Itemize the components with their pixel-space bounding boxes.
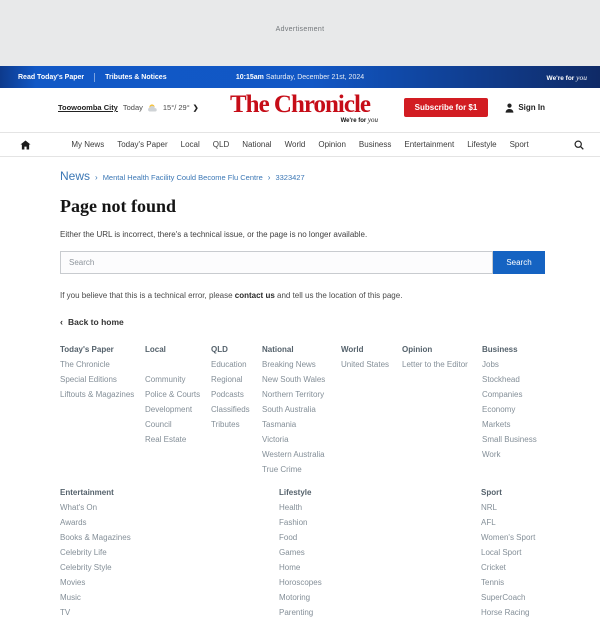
footer-row-1	[60, 342, 600, 477]
footer-link[interactable]: Education	[211, 360, 247, 369]
search-input[interactable]	[60, 251, 493, 274]
footer-link[interactable]: Economy	[482, 405, 516, 414]
breadcrumb-article[interactable]: Mental Health Facility Could Become Flu Centre	[102, 173, 263, 182]
footer-link-spacer	[145, 357, 211, 372]
footer-link[interactable]: Cricket	[481, 563, 506, 572]
error-message: Either the URL is incorrect, there's a technical issue, or the page is no longer available.	[60, 230, 368, 239]
tributes-notices-link[interactable]: Tributes & Notices	[105, 73, 167, 81]
breadcrumb-separator: ›	[267, 173, 271, 182]
main-navigation	[0, 132, 600, 157]
footer-link[interactable]: Games	[279, 548, 305, 557]
masthead-title[interactable]: The Chronicle	[229, 91, 370, 118]
back-to-home-link[interactable]: ‹ Back to home	[60, 317, 124, 327]
footer-link[interactable]: Horoscopes	[279, 578, 322, 587]
footer-link[interactable]: Home	[279, 563, 301, 572]
footer-column-title-sport: Sport	[481, 488, 502, 497]
date-text: Saturday, December 21st, 2024	[263, 73, 365, 81]
chevron-left-icon: ‹	[60, 317, 63, 327]
footer-column-title-local: Local	[145, 345, 166, 354]
footer-link[interactable]: Classifieds	[211, 405, 250, 414]
footer-link[interactable]: Real Estate	[145, 435, 187, 444]
subscribe-button[interactable]: Subscribe for $1	[404, 98, 489, 117]
top-utility-bar	[0, 66, 600, 88]
footer-column-title-world: World	[341, 345, 364, 354]
footer-link[interactable]: Markets	[482, 420, 511, 429]
search-button[interactable]: Search	[493, 251, 545, 274]
footer-link[interactable]: Celebrity Style	[60, 563, 112, 572]
footer-column-title-today-s-paper: Today's Paper	[60, 345, 114, 354]
footer-link[interactable]: Women's Sport	[481, 533, 536, 542]
footer-column-title-qld: QLD	[211, 345, 228, 354]
footer-link[interactable]: Special Editions	[60, 375, 117, 384]
footer-link[interactable]: Movies	[60, 578, 86, 587]
footer-link[interactable]: True Crime	[262, 465, 302, 474]
nav-item-lifestyle[interactable]: Lifestyle	[467, 140, 497, 149]
footer-link[interactable]: Regional	[211, 375, 243, 384]
footer-link[interactable]: Work	[482, 450, 501, 459]
footer-link[interactable]: Horse Racing	[481, 608, 530, 617]
footer-link[interactable]: Council	[145, 420, 172, 429]
footer-link[interactable]: Stockhead	[482, 375, 520, 384]
chevron-right-icon: ❯	[192, 104, 199, 112]
nav-item-qld[interactable]: QLD	[212, 140, 230, 149]
footer-link[interactable]: Tributes	[211, 420, 240, 429]
footer-link[interactable]: Liftouts & Magazines	[60, 390, 135, 399]
time-text: 10:15am	[235, 73, 264, 81]
footer-link[interactable]: Local Sport	[481, 548, 522, 557]
search-icon[interactable]	[574, 140, 584, 150]
footer-link[interactable]: Breaking News	[262, 360, 316, 369]
weather-location[interactable]: Toowoomba City	[58, 103, 118, 112]
technical-error-note: If you believe that this is a technical error, please contact us and tell us the location of this page.	[60, 291, 403, 300]
nav-item-local[interactable]: Local	[180, 140, 200, 149]
footer-link[interactable]: Victoria	[262, 435, 289, 444]
advertisement-area	[0, 0, 600, 66]
footer-link[interactable]: Awards	[60, 518, 87, 527]
footer-column-title-opinion: Opinion	[402, 345, 433, 354]
footer-row-2	[60, 485, 600, 620]
footer-link[interactable]: Community	[145, 375, 186, 384]
were-for-you-tagline: We're for you	[546, 72, 587, 82]
nav-item-todays-paper[interactable]: Today's Paper	[117, 140, 168, 149]
footer-link[interactable]: SuperCoach	[481, 593, 526, 602]
breadcrumb	[60, 169, 545, 183]
footer-link[interactable]: Books & Magazines	[60, 533, 131, 542]
sign-in-button[interactable]	[505, 103, 545, 113]
nav-item-business[interactable]: Business	[358, 140, 392, 149]
footer-column-title-entertainment: Entertainment	[60, 488, 114, 497]
logo-tagline: We're for you	[340, 116, 378, 124]
footer-link[interactable]: TV	[60, 608, 71, 617]
footer-link[interactable]: Celebrity Life	[60, 548, 107, 557]
footer-link[interactable]: Parenting	[279, 608, 314, 617]
footer-link[interactable]: United States	[341, 360, 390, 369]
datetime-display	[0, 74, 600, 81]
footer-link[interactable]: Northern Territory	[262, 390, 325, 399]
footer-link[interactable]: Tennis	[481, 578, 505, 587]
nav-item-opinion[interactable]: Opinion	[318, 140, 346, 149]
breadcrumb-separator: ›	[95, 173, 98, 182]
nav-item-my-news[interactable]: My News	[71, 140, 105, 149]
page-title: Page not found	[60, 196, 177, 216]
footer-link[interactable]: Jobs	[482, 360, 499, 369]
home-icon[interactable]	[20, 140, 31, 150]
footer-sitemap	[0, 342, 600, 620]
footer-column-title-national: National	[262, 345, 294, 354]
nav-item-national[interactable]: National	[242, 140, 272, 149]
nav-item-world[interactable]: World	[284, 140, 306, 149]
footer-link[interactable]: AFL	[481, 518, 496, 527]
sign-in-label: Sign In	[518, 103, 545, 112]
footer-link[interactable]: Food	[279, 533, 298, 542]
footer-link[interactable]: What's On	[60, 503, 98, 512]
footer-link[interactable]: Podcasts	[211, 390, 244, 399]
footer-link[interactable]: The Chronicle	[60, 360, 110, 369]
footer-link[interactable]: Western Australia	[262, 450, 325, 459]
footer-link[interactable]: Companies	[482, 390, 523, 399]
footer-column-title-business: Business	[482, 345, 518, 354]
person-icon	[505, 103, 514, 113]
advertisement-label: Advertisement	[275, 26, 325, 33]
footer-link[interactable]: Motoring	[279, 593, 311, 602]
footer-link[interactable]: South Australia	[262, 405, 316, 414]
footer-link[interactable]: New South Wales	[262, 375, 326, 384]
footer-link[interactable]: Fashion	[279, 518, 308, 527]
breadcrumb-article-id[interactable]: 3323427	[275, 173, 305, 182]
footer-link[interactable]: Development	[145, 405, 193, 414]
weather-temps: 15°/ 29°	[162, 103, 190, 112]
read-todays-paper-link[interactable]: Read Today's Paper	[18, 73, 85, 81]
nav-item-entertainment[interactable]: Entertainment	[404, 140, 455, 149]
masthead	[0, 88, 600, 132]
nav-item-sport[interactable]: Sport	[509, 140, 529, 149]
footer-link[interactable]: Police & Courts	[145, 390, 201, 399]
footer-link[interactable]: Health	[279, 503, 303, 512]
contact-us-link[interactable]: contact us	[234, 291, 275, 300]
footer-link[interactable]: Tasmania	[262, 420, 297, 429]
footer-column-title-lifestyle: Lifestyle	[279, 488, 312, 497]
footer-link[interactable]: Music	[60, 593, 81, 602]
breadcrumb-news[interactable]: News	[60, 169, 91, 183]
weather-day-label: Today	[122, 103, 143, 112]
search-bar	[60, 251, 545, 274]
footer-link[interactable]: Small Business	[482, 435, 537, 444]
footer-link[interactable]: NRL	[481, 503, 498, 512]
footer-link[interactable]: Letter to the Editor	[402, 360, 468, 369]
